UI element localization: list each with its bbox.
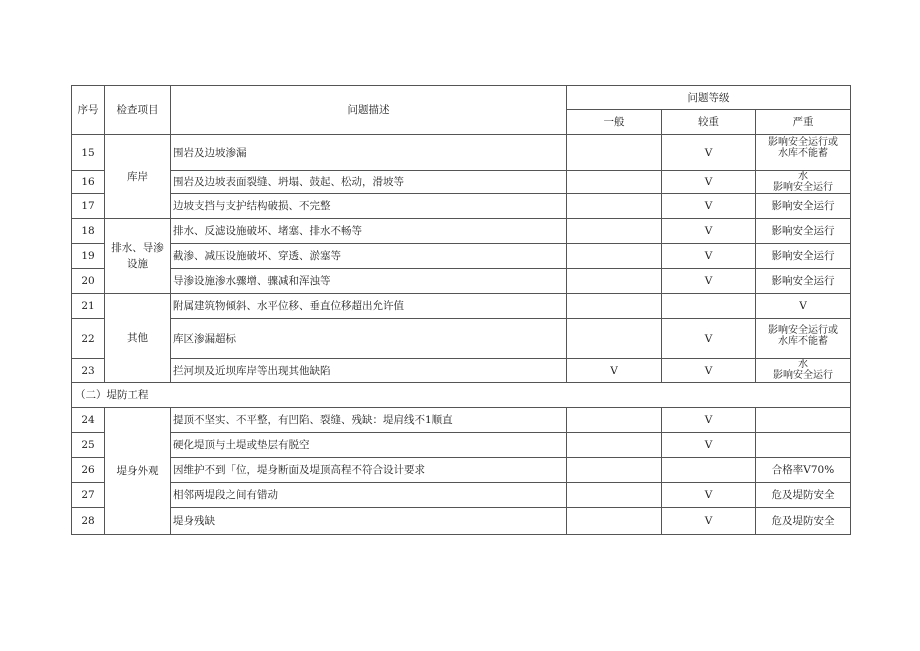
- row-no: 20: [72, 269, 105, 294]
- header-general: 一般: [567, 110, 662, 135]
- row-serious: [662, 294, 756, 319]
- table-row: [72, 219, 851, 244]
- row-desc: 围岩及边坡渗漏: [171, 135, 567, 171]
- section-title: （二）堤防工程: [72, 383, 851, 408]
- row-desc: 硬化堤顶与土堤或垫层有脱空: [171, 433, 567, 458]
- header-item: 检查项目: [105, 86, 171, 135]
- row-desc: 排水、反滤设施破坏、堵塞、排水不畅等: [171, 219, 567, 244]
- row-serious: V: [662, 135, 756, 171]
- row-desc: 因维护不到「位，堤身断面及堤顶高程不符合设计要求: [171, 458, 567, 483]
- row-severe: 影响安全运行: [756, 244, 851, 269]
- row-desc: 围岩及边坡表面裂缝、坍塌、鼓起、松动，滑坡等: [171, 171, 567, 194]
- row-severe: 水 影响安全运行: [756, 171, 851, 194]
- row-severe: 危及堤防安全: [756, 508, 851, 535]
- row-desc: 堤身残缺: [171, 508, 567, 535]
- header-serious: 较重: [662, 110, 756, 135]
- row-serious: V: [662, 408, 756, 433]
- row-serious: V: [662, 219, 756, 244]
- row-no: 16: [72, 171, 105, 194]
- row-serious: V: [662, 483, 756, 508]
- row-desc: 库区渗漏超标: [171, 319, 567, 359]
- row-general: [567, 294, 662, 319]
- row-serious: V: [662, 171, 756, 194]
- row-serious: V: [662, 508, 756, 535]
- row-desc: 截渗、减压设施破坏、穿透、淤塞等: [171, 244, 567, 269]
- row-general: [567, 408, 662, 433]
- row-general: [567, 319, 662, 359]
- row-severe: 影响安全运行: [756, 219, 851, 244]
- row-desc: 相邻两堤段之间有错动: [171, 483, 567, 508]
- row-severe: [756, 408, 851, 433]
- row-general: [567, 219, 662, 244]
- row-no: 17: [72, 194, 105, 219]
- table-row: [72, 294, 851, 319]
- row-general: [567, 171, 662, 194]
- row-severe: [756, 433, 851, 458]
- row-serious: V: [662, 433, 756, 458]
- table-row: [72, 508, 851, 535]
- table-row: [72, 269, 851, 294]
- row-no: 28: [72, 508, 105, 535]
- header-no: 序号: [72, 86, 105, 135]
- row-severe: 影响安全运行: [756, 194, 851, 219]
- row-no: 23: [72, 359, 105, 383]
- row-general: [567, 269, 662, 294]
- row-general: [567, 135, 662, 171]
- row-severe: 影响安全运行或 水库不能蓄: [756, 135, 851, 171]
- row-general: [567, 433, 662, 458]
- row-severe: 影响安全运行: [756, 269, 851, 294]
- category-paishui-line2: 设施: [127, 258, 148, 270]
- row-no: 27: [72, 483, 105, 508]
- table-row: [72, 244, 851, 269]
- row-serious: V: [662, 194, 756, 219]
- row-general: [567, 458, 662, 483]
- row-serious: [662, 458, 756, 483]
- row-general: [567, 508, 662, 535]
- row-severe: 影响安全运行或 水库不能蓄: [756, 319, 851, 359]
- header-desc: 问题描述: [171, 86, 567, 135]
- row-severe: 危及堤防安全: [756, 483, 851, 508]
- header-severe: 严重: [756, 110, 851, 135]
- table-row: [72, 194, 851, 219]
- row-severe: V: [756, 294, 851, 319]
- row-serious: V: [662, 269, 756, 294]
- row-serious: V: [662, 244, 756, 269]
- row-no: 15: [72, 135, 105, 171]
- row-no: 26: [72, 458, 105, 483]
- row-desc: 拦河坝及近坝库岸等出现其他缺陷: [171, 359, 567, 383]
- row-general: [567, 244, 662, 269]
- table-row: [72, 359, 851, 383]
- table-row: [72, 458, 851, 483]
- row-desc: 导渗设施渗水骤增、骤减和浑浊等: [171, 269, 567, 294]
- row-severe: 水 影响安全运行: [756, 359, 851, 383]
- table-row: [72, 319, 851, 359]
- row-general: [567, 483, 662, 508]
- inspection-table: [71, 85, 851, 535]
- section-row: [72, 383, 851, 408]
- category-qita: 其他: [105, 294, 171, 383]
- row-no: 25: [72, 433, 105, 458]
- category-tishen: 堤身外观: [105, 408, 171, 535]
- row-no: 18: [72, 219, 105, 244]
- row-desc: 附属建筑物倾斜、水平位移、垂直位移超出允许值: [171, 294, 567, 319]
- row-general: V: [567, 359, 662, 383]
- header-level: 问题等级: [567, 86, 851, 110]
- row-general: [567, 194, 662, 219]
- table-row: [72, 135, 851, 171]
- table-row: [72, 433, 851, 458]
- row-desc: 边坡支挡与支护结构破损、不完整: [171, 194, 567, 219]
- table-row: [72, 171, 851, 194]
- row-serious: V: [662, 359, 756, 383]
- category-kuan: 库岸: [105, 135, 171, 219]
- row-no: 19: [72, 244, 105, 269]
- row-severe: 合格率V70%: [756, 458, 851, 483]
- category-paishui: [105, 219, 171, 294]
- category-paishui-line1: 排水、导渗: [111, 242, 164, 254]
- table-row: [72, 483, 851, 508]
- row-desc: 提顶不坚实、不平整，有凹陷、裂缝、残缺：堤肩线不1顺直: [171, 408, 567, 433]
- row-no: 24: [72, 408, 105, 433]
- row-no: 21: [72, 294, 105, 319]
- table-row: [72, 408, 851, 433]
- row-serious: V: [662, 319, 756, 359]
- row-no: 22: [72, 319, 105, 359]
